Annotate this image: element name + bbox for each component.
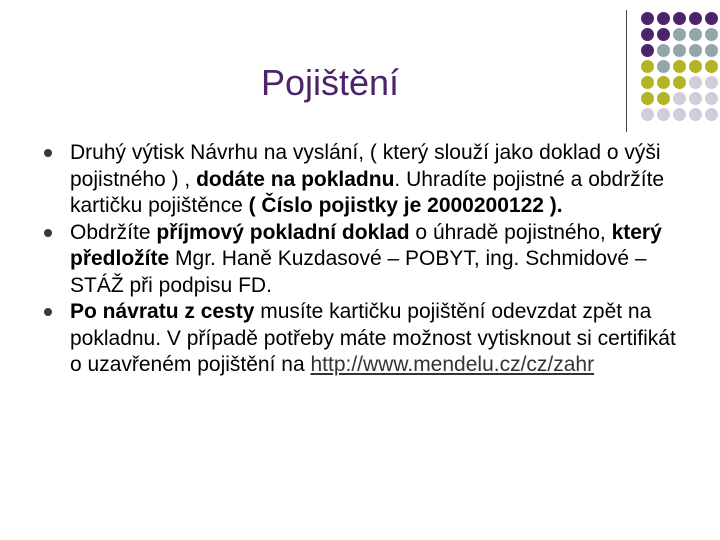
decorative-dot — [705, 108, 718, 121]
bullet-text — [70, 300, 676, 376]
bullet-icon — [44, 308, 52, 316]
decorative-dot — [705, 60, 718, 73]
decorative-dot — [657, 28, 670, 41]
text-segment-bold: ( Číslo pojistky je 2000200122 ). — [248, 194, 563, 217]
text-segment: o úhradě pojistného, — [409, 220, 612, 244]
decorative-dot — [657, 44, 670, 57]
decorative-dot — [673, 44, 686, 57]
text-segment: Obdržíte — [70, 220, 157, 244]
decorative-dot — [641, 44, 654, 57]
bullet-text — [70, 221, 662, 297]
vertical-divider — [626, 10, 627, 132]
text-segment-bold: Po návratu z cesty — [70, 300, 255, 323]
decorative-dot — [657, 12, 670, 25]
decorative-dot — [705, 12, 718, 25]
decorative-dot — [673, 76, 686, 89]
decorative-dot — [641, 28, 654, 41]
decorative-dot — [641, 12, 654, 25]
decorative-dot — [705, 76, 718, 89]
bullet-list — [42, 140, 682, 379]
decorative-dot — [689, 12, 702, 25]
decorative-dot — [657, 108, 670, 121]
decorative-dot — [673, 108, 686, 121]
text-segment-bold: který předložíte — [70, 220, 662, 270]
decorative-dot — [689, 28, 702, 41]
bullet-item — [42, 299, 682, 379]
bullet-text — [70, 141, 664, 217]
decorative-dot — [657, 92, 670, 105]
decorative-dot — [641, 60, 654, 73]
decorative-dot — [657, 76, 670, 89]
text-segment: . Uhradíte pojistné a obdržíte kartičku pojištěnce — [70, 167, 665, 217]
decorative-dot — [705, 44, 718, 57]
text-segment-bold: dodáte na pokladnu — [196, 167, 395, 191]
decorative-dot-grid — [640, 10, 720, 122]
text-segment-bold: příjmový pokladní doklad — [156, 220, 410, 244]
text-segment: Druhý výtisk Návrhu na vyslání, ( který slouží jako doklad o výši pojistného ) , — [70, 141, 661, 191]
decorative-dot — [641, 108, 654, 121]
text-segment: Mgr. Haně Kuzdasové – POBYT, ing. Schmidové – STÁŽ při podpisu FD. — [70, 247, 647, 297]
decorative-dot — [673, 60, 686, 73]
decorative-dot — [641, 76, 654, 89]
slide-title: Pojištění — [260, 62, 400, 103]
mendelu-link[interactable]: http://www.mendelu.cz/cz/zahr — [310, 353, 595, 376]
bullet-icon — [44, 149, 52, 157]
decorative-dot — [689, 44, 702, 57]
bullet-item — [42, 220, 682, 300]
decorative-dot — [705, 92, 718, 105]
bullet-icon — [44, 229, 52, 237]
decorative-dot — [673, 28, 686, 41]
decorative-dot — [689, 76, 702, 89]
text-segment: musíte kartičku pojištění odevzdat zpět na pokladnu. V případě potřeby máte možnost vytisknout si certifikát o uzavřeném pojištění na — [70, 300, 676, 376]
decorative-dot — [673, 92, 686, 105]
decorative-dot — [689, 92, 702, 105]
decorative-dot — [689, 60, 702, 73]
decorative-dot — [641, 92, 654, 105]
decorative-dot — [657, 60, 670, 73]
decorative-dot — [705, 28, 718, 41]
decorative-dot — [673, 12, 686, 25]
decorative-dot — [689, 108, 702, 121]
bullet-item — [42, 140, 682, 220]
